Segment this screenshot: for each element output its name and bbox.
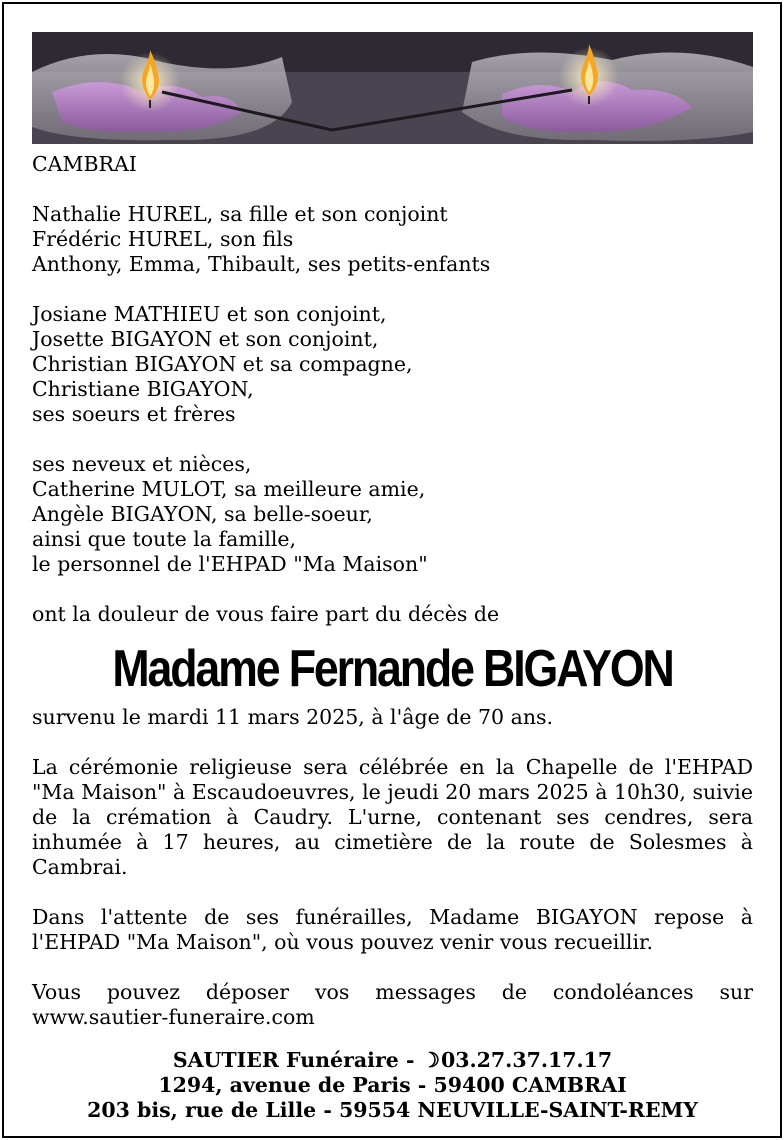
family-line: Catherine MULOT, sa meilleure amie,: [32, 477, 426, 501]
death-info: survenu le mardi 11 mars 2025, à l'âge de 70 ans.: [32, 705, 554, 729]
family-line: ses neveux et nièces,: [32, 452, 252, 476]
family-line: Frédéric HUREL, son fils: [32, 227, 294, 251]
ceremony-details: La cérémonie religieuse sera célébrée en la Chapelle de l'EHPAD "Ma Maison" à Escaudoeuvres, le jeudi 20 mars 2025 à 10h30, suivie de la crémation à Caudry. L'urne, contenant ses cendres, sera inhumée à 17 heures, au cimetière de la route de Solesmes à Cambrai.: [32, 755, 753, 879]
funeral-home-name: SAUTIER Funéraire -: [172, 1048, 422, 1072]
family-line: ses soeurs et frères: [32, 402, 236, 426]
funeral-home-address-2: 203 bis, rue de Lille - 59554 NEUVILLE-SAINT-REMY: [87, 1098, 698, 1122]
announcement: ont la douleur de vous faire part du décès de: [32, 602, 500, 626]
location: CAMBRAI: [32, 152, 137, 176]
funeral-home-phone[interactable]: 03.27.37.17.17: [440, 1048, 613, 1072]
rest-details: Dans l'attente de ses funérailles, Madame BIGAYON repose à l'EHPAD "Ma Maison", où vous pouvez venir vous recueillir.: [32, 905, 753, 954]
family-line: ainsi que toute la famille,: [32, 527, 297, 551]
candles-illustration: [32, 32, 753, 144]
family-line: Christiane BIGAYON,: [32, 377, 254, 401]
phone-icon: ☽: [421, 1048, 440, 1072]
obituary-text: [32, 152, 753, 1123]
family-line: Josette BIGAYON et son conjoint,: [32, 327, 379, 351]
family-line: Nathalie HUREL, sa fille et son conjoint: [32, 202, 448, 226]
family-line: Christian BIGAYON et sa compagne,: [32, 352, 413, 376]
condolences-text: Vous pouvez déposer vos messages de condoléances sur: [32, 980, 753, 1004]
family-line: Josiane MATHIEU et son conjoint,: [32, 302, 387, 326]
candles-banner-image: [32, 32, 753, 144]
funeral-home-footer: [32, 1048, 753, 1123]
funeral-home-address-1: 1294, avenue de Paris - 59400 CAMBRAI: [158, 1073, 627, 1097]
right-candle: [462, 44, 753, 141]
family-line: Angèle BIGAYON, sa belle-soeur,: [32, 502, 373, 526]
deceased-name: Madame Fernande BIGAYON: [112, 640, 673, 698]
footer-contact-line: [32, 1048, 753, 1073]
family-line: Anthony, Emma, Thibault, ses petits-enfants: [32, 252, 491, 276]
condolences-website[interactable]: www.sautier-funeraire.com: [32, 1005, 315, 1029]
family-line: le personnel de l'EHPAD "Ma Maison": [32, 552, 428, 576]
